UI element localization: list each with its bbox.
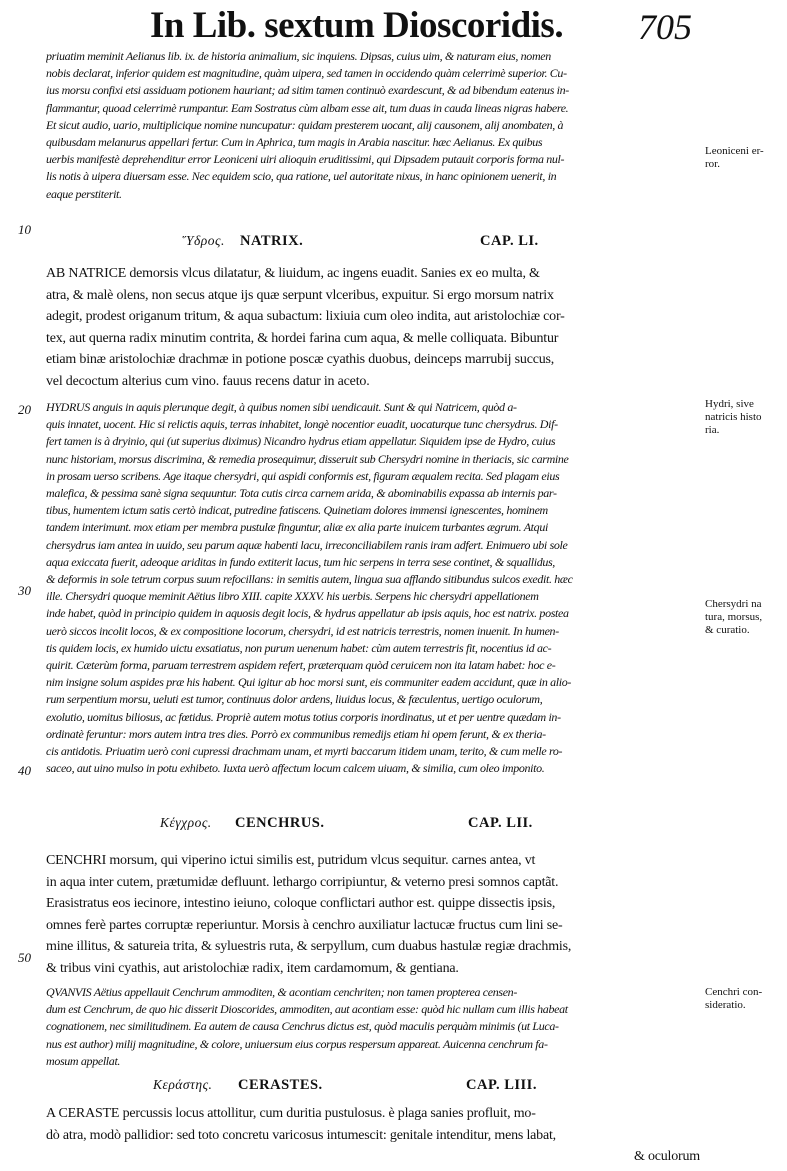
text-line: uerò siccos incolit locos, & ex compositione locorum, chersydri, id est natricis terrestris, nomen inuenit. In humen- bbox=[46, 623, 559, 638]
text-line: vel decoctum alterius cum vino. fauus recens datur in aceto. bbox=[46, 373, 370, 389]
text-line: ille. Chersydri quoque meminit Aëtius libro XIII. capite XXXV. his uerbis. Serpens hic chersydri appellationem bbox=[46, 589, 539, 604]
text-line: saceo, aut uino mulso in potu exhibeto. Iuxta uerò affectum locum calcem uiuam, & similia, cum oleo imponito. bbox=[46, 761, 545, 776]
text-line: malefica, & pessima sanè signa sequuntur. Tota cutis circa carnem arida, & abominabilis expassa ab internis par- bbox=[46, 486, 557, 501]
text-line: lis notis à uipera diuersam esse. Nec equidem scio, qua ratione, uel autoritate nixus, in hanc opinionem uenerit, in bbox=[46, 169, 557, 184]
chapter-latin-name: CENCHRUS. bbox=[235, 815, 325, 831]
running-header bbox=[150, 4, 710, 48]
text-line: Et sicut audio, uario, multiplicique nomine nuncupatur: quidam presterem uocant, alij causonem, alij anombaten, à bbox=[46, 117, 564, 132]
text-line: eaque perstiterit. bbox=[46, 186, 122, 201]
margin-note-text: Chersydri na tura, morsus, & curatio. bbox=[705, 598, 763, 636]
chapter-heading-52 bbox=[0, 815, 700, 837]
text-line: uerbis manifestè deprehenditur error Leoniceni uiri alioquin eruditissimi, qui Dipsadem putauit corporis forma nul- bbox=[46, 152, 565, 167]
page-number: 705 bbox=[638, 7, 692, 47]
dioscorides-text-cenchrus bbox=[46, 850, 700, 979]
text-line: quis innatet, uocent. Hic si relictis aquis, terras inhabitet, longè nocentior euadit, uocaturque tunc chersydrus. Dif- bbox=[46, 417, 558, 432]
text-line: tis quidem locis, ex humido uictu exsatiatus, non purum uenenum habet: cùm autem terrestris fit, nocentius id ac- bbox=[46, 640, 552, 655]
text-line: HYDRUS anguis in aquis plerunque degit, à quibus nomen sibi uendicauit. Sunt & qui Natricem, quòd a- bbox=[46, 400, 517, 414]
text-line: nobis declarat, inferior quidem est magnitudine, quàm uipera, sed tamen in occidendo quàm celerrimè superior. Cu- bbox=[46, 66, 567, 81]
text-line: mine illitus, & satureia trita, & syluestris ruta, & serpyllum, cum duabus hastulæ regiæ drachmis, bbox=[46, 939, 572, 954]
line-number: 20 bbox=[18, 402, 31, 417]
text-line: QVANVIS Aëtius appellauit Cenchrum ammoditen, & acontiam cenchriten; non tamen propterea censen- bbox=[46, 985, 517, 999]
text-line: atra, & malè olens, non secus atque ijs quæ serpunt vlceribus, expuitur. Si ergo morsum natrix bbox=[46, 287, 554, 303]
chapter-heading-51 bbox=[0, 233, 700, 255]
text-line: tibus, humentem ictum satis certò indicat, putredine fatiscens. Quinetiam dolores immensi ignescentes, hominem bbox=[46, 503, 548, 518]
chapter-number: CAP. LII. bbox=[468, 815, 533, 831]
margin-note-text: Hydri, sive natricis histo ria. bbox=[705, 398, 762, 436]
margin-note-leoniceni bbox=[705, 145, 785, 171]
chapter-greek-name: Κέγχρος. bbox=[160, 815, 212, 830]
running-title: In Lib. sextum Dioscoridis. bbox=[150, 5, 564, 46]
commentary-block-hydrus bbox=[46, 399, 700, 777]
dioscorides-text-cerastes bbox=[46, 1103, 700, 1168]
text-line: chersydrus iam antea in uuido, seu parum aquæ habenti lacu, irreconciliabilem ranis iram adfert. Enimuero ubi sole bbox=[46, 537, 568, 552]
text-line: cis antidotis. Priuatim uerò coni cupressi drachmam unam, et myrti baccarum itidem unam, terito, & cum melle ro- bbox=[46, 744, 563, 759]
text-line: & deformis in sole tetrum corpus suum refocillans: in semitis autem, lingua sua afflando sitibundus sulcos exedit. hæc bbox=[46, 572, 573, 587]
chapter-latin-name: NATRIX. bbox=[240, 233, 304, 249]
text-line: rum serpentium morsu, ueluti est tumor, continuus dolor ardens, liuidus locus, & fæculentus, uertigo oculorum, bbox=[46, 692, 543, 707]
margin-note-hydrus bbox=[705, 398, 785, 437]
line-number: 40 bbox=[18, 763, 31, 778]
line-number: 30 bbox=[18, 583, 31, 598]
text-line: Erasistratus eos iecinore, intestino ieiuno, coloque conflictari author est. quippe dissectis ipsis, bbox=[46, 896, 556, 911]
text-line: cognationem, nec similitudinem. Ea autem de causa Cenchrus dictus est, quòd maculis perquàm minimis (ut Luca- bbox=[46, 1019, 559, 1034]
text-line: A CERASTE percussis locus attollitur, cum duritia pustulosus. è plaga sanies profluit, mo- bbox=[46, 1106, 536, 1121]
margin-note-text: Cenchri con- sideratio. bbox=[705, 986, 763, 1011]
text-line: & tribus vini cyathis, aut aristolochiæ radix, item cardamomum, & gentiana. bbox=[46, 960, 459, 976]
text-line: adegit, prodest origanum tritum, & aqua subactum: lixiuia cum oleo indita, aut aristolochiæ cor- bbox=[46, 309, 565, 324]
margin-note-chersydrus bbox=[705, 598, 785, 637]
text-line: priuatim meminit Aelianus lib. ix. de historia animalium, sic inquiens. Dipsas, cuius uim, & naturam eius, nomen bbox=[46, 49, 551, 63]
chapter-number: CAP. LIII. bbox=[466, 1077, 537, 1093]
text-line: exolutio, uomitus biliosus, ac fœtidus. Propriè autem motus totius corporis inordinatus, ut et per uentre quædam in- bbox=[46, 709, 561, 724]
chapter-latin-name: CERASTES. bbox=[238, 1077, 323, 1093]
margin-note-text: Leoniceni er- ror. bbox=[705, 145, 764, 170]
line-number: 10 bbox=[18, 222, 31, 237]
text-line: in aqua inter cutem, prætumidæ defluunt. lethargo corripiuntur, & veterno presi somnos captãt. bbox=[46, 874, 559, 890]
text-line: dò atra, modò pallidior: sed toto concretu varicosus intumescit: genitale intenditur, mens labat, bbox=[46, 1127, 556, 1143]
chapter-greek-name: Κεράστης. bbox=[153, 1077, 213, 1092]
text-line: AB NATRICE demorsis vlcus dilatatur, & liuidum, ac ingens euadit. Sanies ex eo multa, & bbox=[46, 266, 540, 281]
text-line: in prosam uerso scribens. Age itaque chersydri, qui aspidi conformis est, figuram æqualem recita. Sed plagam eius bbox=[46, 468, 560, 483]
text-line: quibusdam melanurus appellari fertur. Cum in Aphrica, tum magis in Arabia nascitur. hæc Aelianus. Ex quibus bbox=[46, 135, 543, 150]
catchword-line: & oculorum bbox=[633, 1149, 700, 1164]
text-line: nim insigne solum aspides præ his habent. Qui igitur ab hoc morsi sunt, eis communiter eadem accidunt, quæ in alio- bbox=[46, 675, 572, 690]
line-number: 50 bbox=[18, 950, 31, 965]
text-line: aqua exiccata fuerit, adeoque ariditas in fundo extiterit lacus, tum hic serpens in terra sese continet, & squallidus, bbox=[46, 554, 555, 569]
text-line: etiam binæ aristolochiæ drachmæ in potione poscæ cyathis duobus, deinceps marrubij succus, bbox=[46, 352, 555, 367]
text-line: omnes ferè partes corruptæ reperiuntur. Morsis à cenchro auxiliatur lactucæ fructus cum lini se- bbox=[46, 917, 563, 933]
text-line: ordinatè feruntur: mors autem intra tres dies. Porrò ex communibus remedijs etiam hi opem ferunt, & ex theria- bbox=[46, 726, 546, 741]
text-line: tandem interimunt. mox etiam per membra pustulæ finguntur, aliæ ex alia parte inuicem turbantes ægrum. Atqui bbox=[46, 520, 548, 535]
text-line: fert tamen is à dryinio, qui (ut superius diximus) Nicandro hydrus etiam appellatur. Siquidem ipse de Hydro, cuius bbox=[46, 434, 556, 449]
text-line: flammantur, quoad celerrimè rumpantur. Eam Sostratus cùm albam esse ait, tum duas in cauda lineas nigras habere. bbox=[46, 100, 569, 115]
chapter-number: CAP. LI. bbox=[480, 233, 539, 249]
text-line: mosum appellat. bbox=[46, 1053, 121, 1068]
text-line: nus est author) milij magnitudine, & colore, uniuersum eius corpus respersum appareat. Auicenna cenchrum fa- bbox=[46, 1036, 548, 1051]
text-line: CENCHRI morsum, qui viperino ictui similis est, putridum vlcus sequitur. carnes antea, vt bbox=[46, 853, 536, 868]
text-line: nunc historiam, morsus discrimina, & remedia prosequimur, disseruit sub Chersydri nomine in theriacis, sic carmine bbox=[46, 451, 569, 466]
commentary-block-dipsas bbox=[46, 48, 700, 203]
text-line: tex, aut querna radix minutim contrita, & hordei farina cum aqua, & melle colliquata. Bibuntur bbox=[46, 330, 559, 346]
commentary-block-cenchrus bbox=[46, 984, 700, 1070]
margin-note-cenchrus bbox=[705, 986, 785, 1012]
text-line: quirit. Cæterùm forma, paruam terrestrem aspidem refert, præterquam quòd ceruicem non ita latam habet: hoc e- bbox=[46, 658, 556, 673]
text-line: ius morsu confixi etsi assiduam potionem hauriant; ad sitim tamen continuò exardescunt, & ad bibendum eatenus in- bbox=[46, 83, 569, 98]
dioscorides-text-natrix bbox=[46, 263, 700, 392]
chapter-heading-53 bbox=[0, 1077, 700, 1099]
text-line: dum est Cenchrum, de quo hic disserit Dioscorides, ammoditen, aut acontiam esse: quòd hic nullam cum illis habeat bbox=[46, 1002, 568, 1017]
chapter-greek-name: Ὕδρος. bbox=[182, 233, 225, 248]
text-line: inde habet, quòd in principio quidem in aquosis degit locis, & hydrus appellatur ab ipsis aquis, hoc est natrix. postea bbox=[46, 606, 569, 621]
